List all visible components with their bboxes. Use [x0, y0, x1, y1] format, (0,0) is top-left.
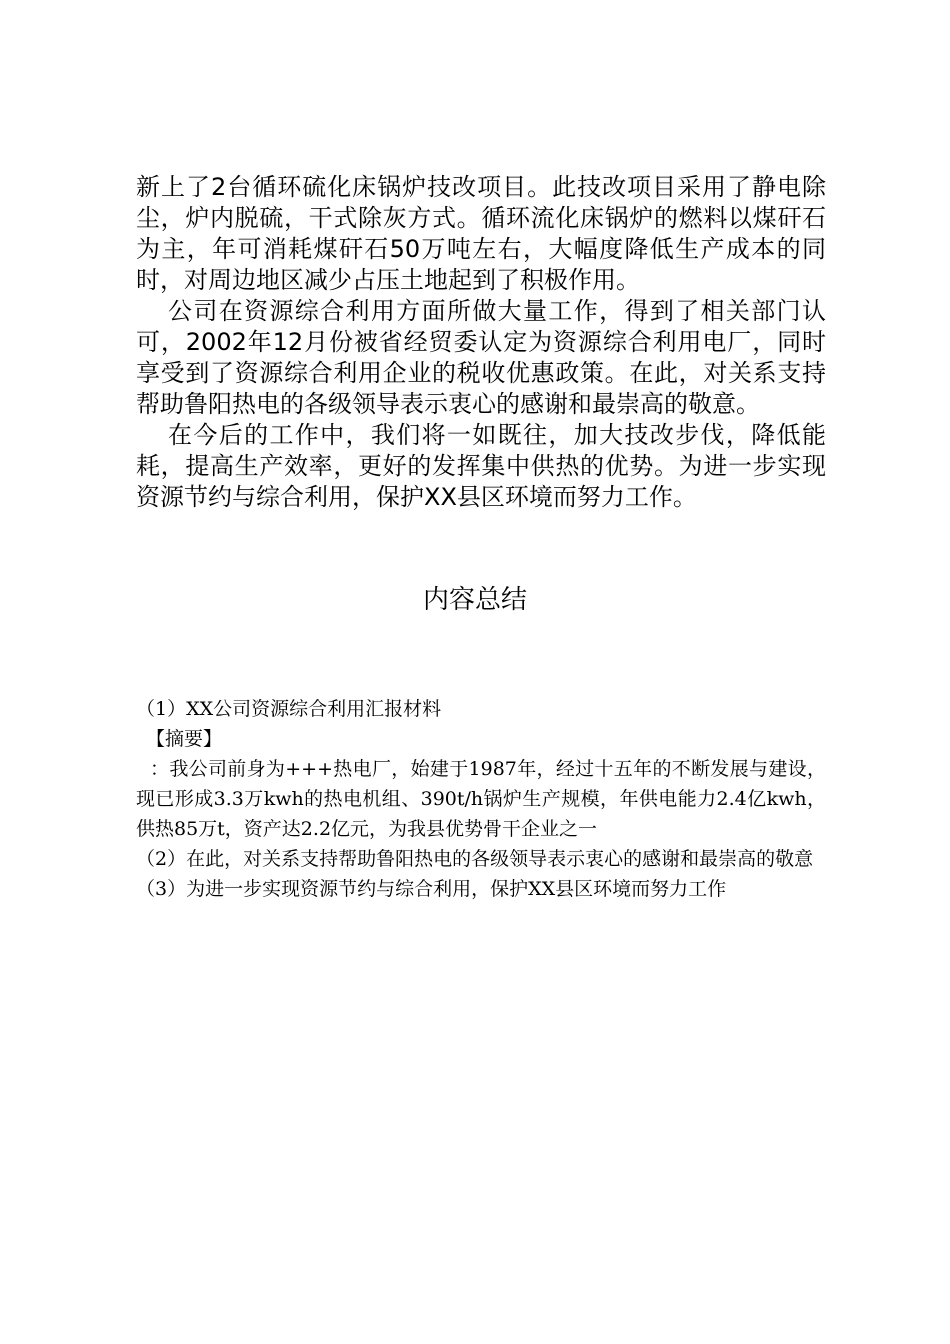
body-paragraph-3: 在今后的工作中，我们将一如既往，加大技改步伐，降低能耗，提高生产效率，更好的发挥集中供热的优势。为进一步实现资源节约与综合利用，保护XX县区环境而努力工作。 — [136, 421, 826, 511]
summary-heading: 内容总结 — [422, 585, 527, 615]
summary-section — [136, 694, 826, 904]
abstract-label: 【摘要】 — [146, 728, 223, 750]
summary-item-2: （2）在此，对关系支持帮助鲁阳热电的各级领导表示衷心的感谢和最崇高的敬意 — [136, 848, 814, 870]
body-paragraph-1: 新上了2台循环硫化床锅炉技改项目。此技改项目采用了静电除尘，炉内脱硫，干式除灰方式。循环流化床锅炉的燃料以煤矸石为主，年可消耗煤矸石50万吨左右，大幅度降低生产成本的同时，对周边地区减少占压土地起到了积极作用。 — [136, 173, 826, 294]
body-text — [136, 172, 826, 513]
abstract-text: ：我公司前身为+++热电厂，始建于1987年，经过十五年的不断发展与建设，现已形成3.3万kwh的热电机组、390t/h锅炉生产规模，年供电能力2.4亿kwh，供热85万t，资产达2.2亿元，为我县优势骨干企业之一 — [136, 758, 826, 840]
summary-item-3: （3）为进一步实现资源节约与综合利用，保护XX县区环境而努力工作 — [136, 878, 727, 900]
body-paragraph-2: 公司在资源综合利用方面所做大量工作，得到了相关部门认可，2002年12月份被省经贸委认定为资源综合利用电厂，同时享受到了资源综合利用企业的税收优惠政策。在此，对关系支持帮助鲁阳热电的各级领导表示衷心的感谢和最崇高的敬意。 — [136, 297, 826, 418]
summary-item-1: （1）XX公司资源综合利用汇报材料 — [136, 698, 442, 720]
